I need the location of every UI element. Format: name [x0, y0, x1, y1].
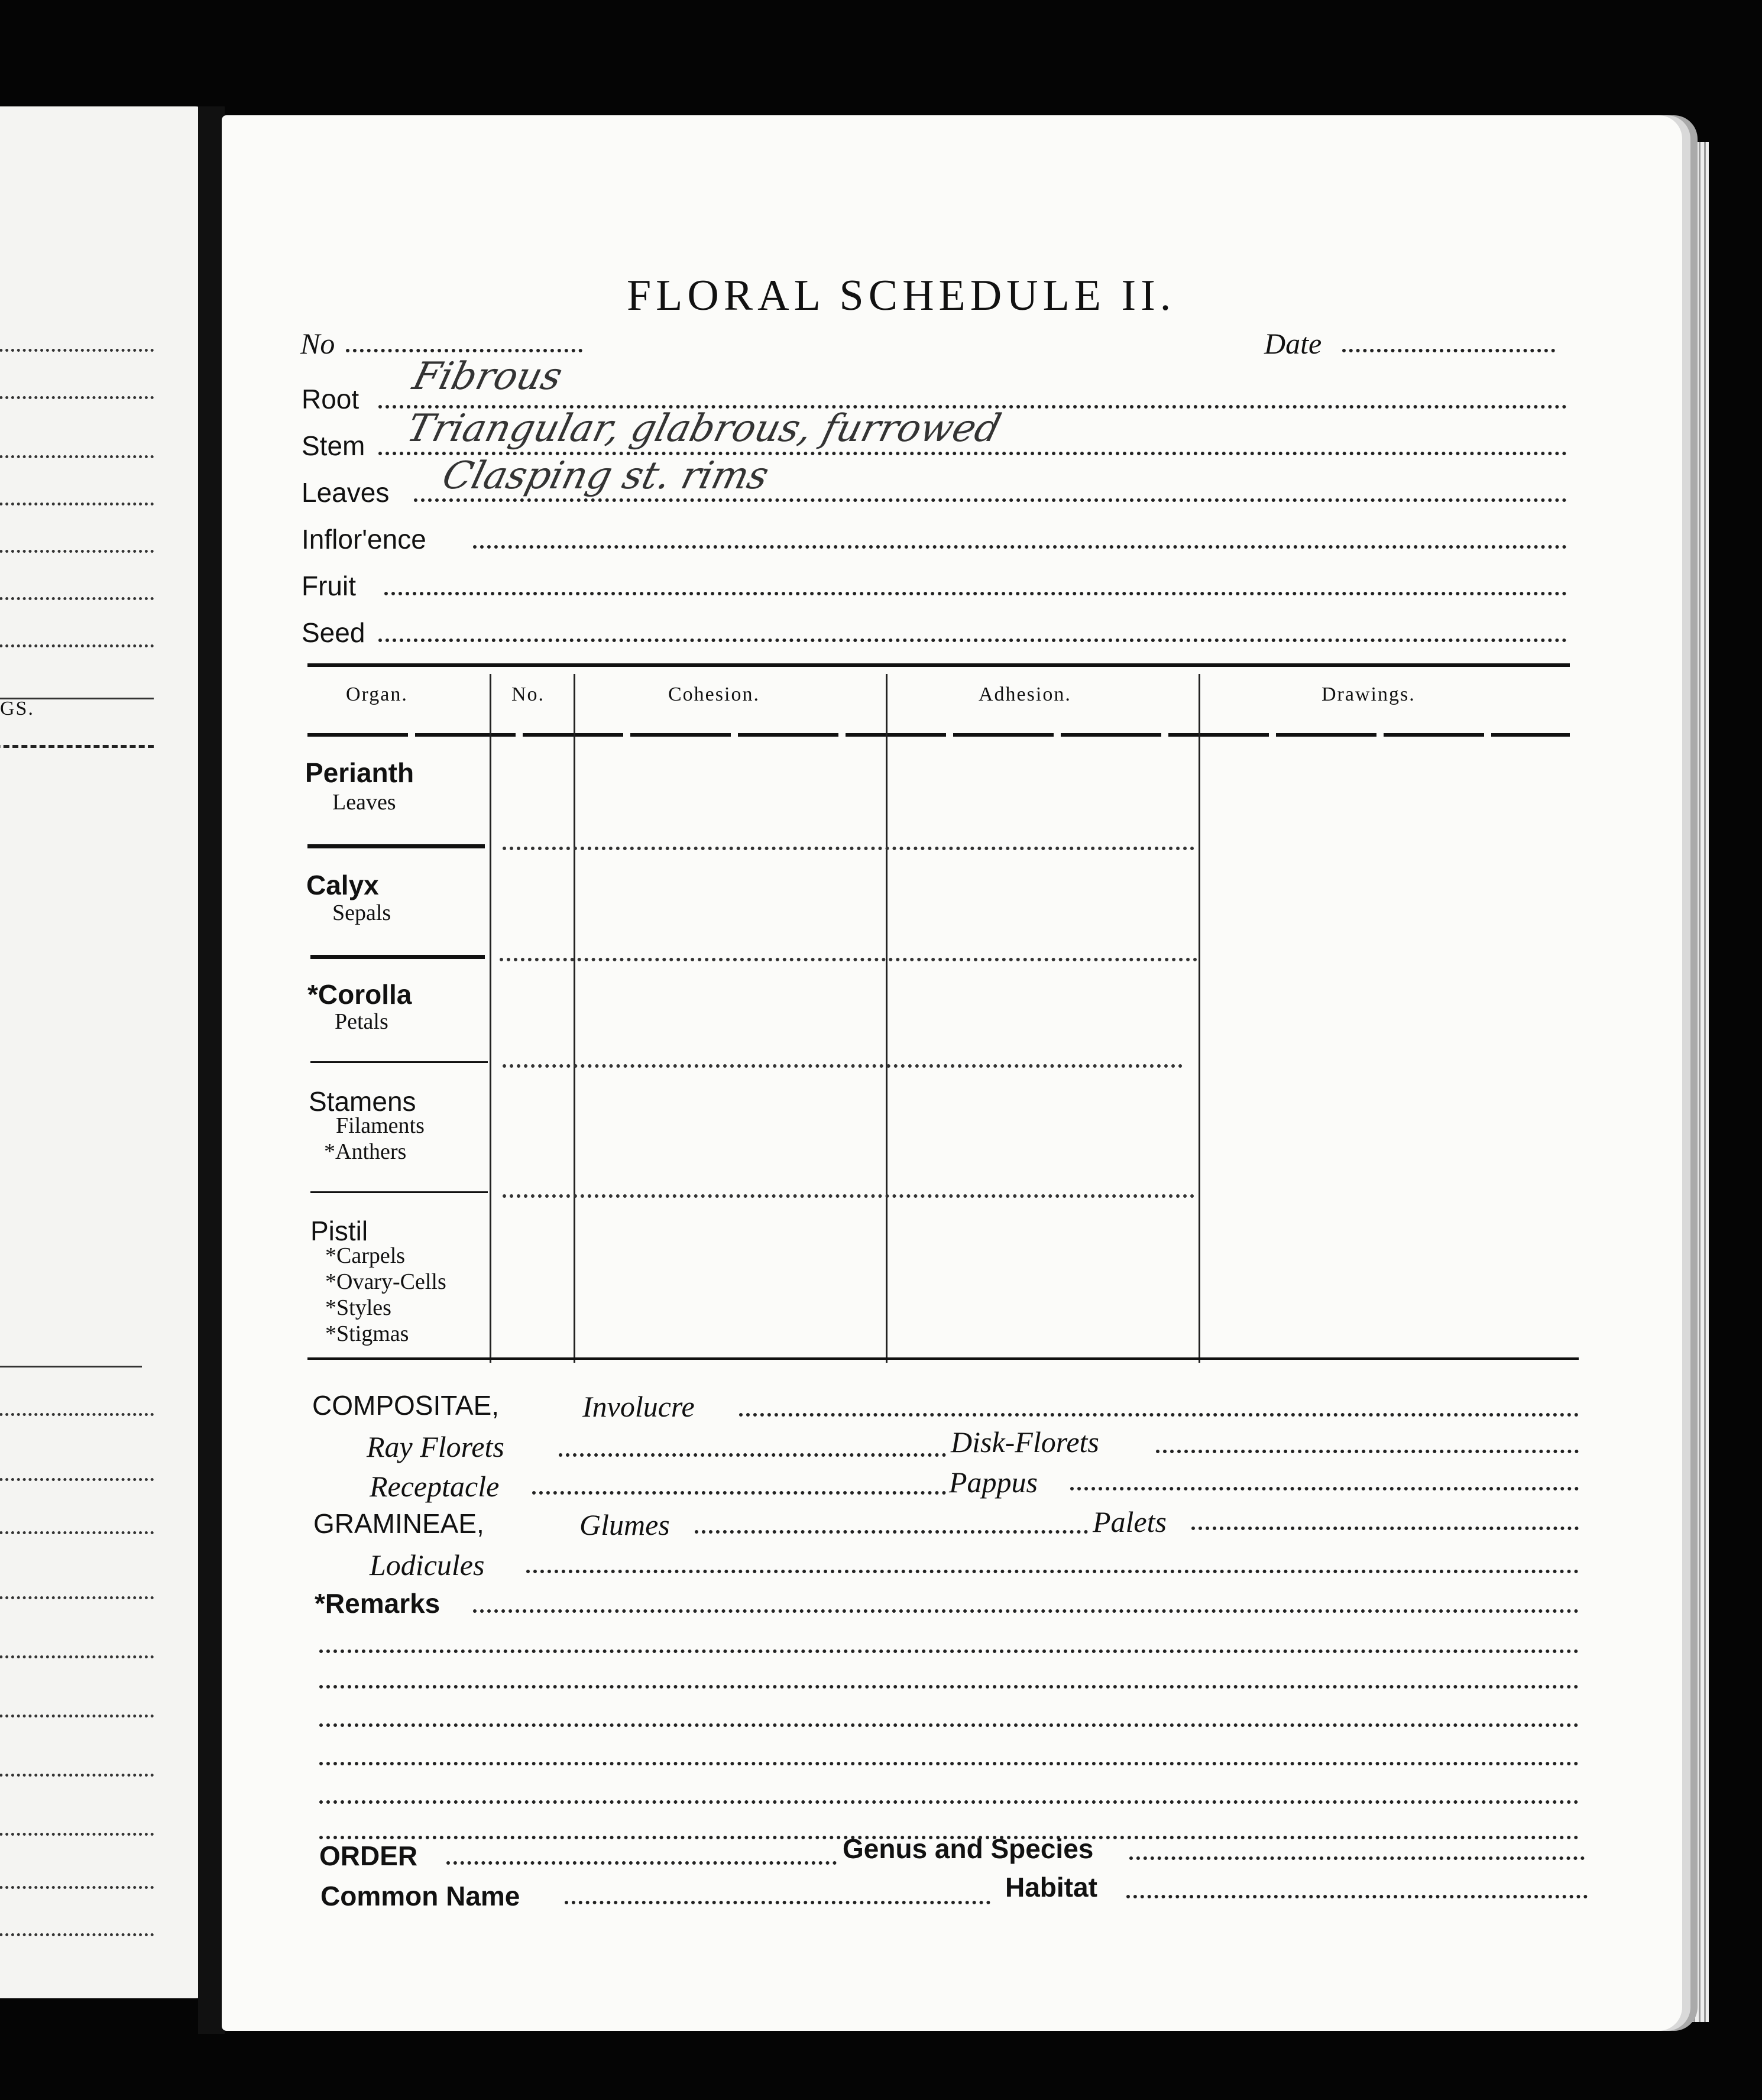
row-dots	[503, 847, 1194, 850]
part-carpels: *Carpels	[325, 1243, 406, 1268]
dotted-line	[0, 1774, 154, 1777]
th-adhesion: Adhesion.	[979, 683, 1071, 705]
no-field[interactable]	[346, 349, 582, 352]
table-bottom-rule	[307, 1357, 1579, 1360]
involucre-field[interactable]	[739, 1413, 1579, 1417]
th-organ: Organ.	[346, 683, 408, 705]
part-styles: *Styles	[325, 1295, 391, 1320]
inflorence-field[interactable]	[473, 545, 1567, 549]
stem-value: Triangular, glabrous, furrowed	[402, 407, 1006, 451]
part-petals: Petals	[335, 1009, 388, 1034]
date-field[interactable]	[1342, 349, 1555, 352]
organ-pistil: Pistil	[310, 1216, 368, 1246]
dotted-line	[0, 349, 154, 352]
col-divider	[1199, 674, 1200, 1363]
schedule-page	[222, 115, 1682, 2031]
book-binding	[198, 106, 225, 2034]
glumes-field[interactable]	[695, 1530, 1088, 1534]
remarks-line[interactable]	[473, 1609, 1579, 1613]
fruit-label: Fruit	[302, 571, 356, 601]
seed-label: Seed	[302, 617, 365, 648]
dotted-line	[0, 644, 154, 647]
common-name-label: Common Name	[320, 1881, 520, 1911]
inflorence-label: Inflor'ence	[302, 524, 426, 555]
part-filaments: Filaments	[336, 1113, 425, 1138]
remarks-line[interactable]	[319, 1685, 1579, 1689]
rule	[0, 1366, 142, 1367]
part-sepals: Sepals	[332, 900, 391, 925]
part-stigmas: *Stigmas	[325, 1321, 409, 1346]
dotted-line	[0, 1933, 154, 1936]
remarks-line[interactable]	[319, 1762, 1579, 1765]
palets-field[interactable]	[1191, 1527, 1579, 1530]
dotted-line	[0, 396, 154, 399]
order-field[interactable]	[446, 1861, 837, 1865]
pappus-field[interactable]	[1070, 1487, 1579, 1490]
disk-florets-field[interactable]	[1156, 1450, 1579, 1453]
facing-page	[0, 106, 213, 1998]
genus-species-label: Genus and Species	[843, 1833, 1094, 1864]
ray-florets-label: Ray Florets	[367, 1430, 504, 1463]
remarks-line[interactable]	[319, 1649, 1579, 1653]
disk-florets-label: Disk-Florets	[951, 1425, 1099, 1459]
dotted-line	[0, 455, 154, 458]
organ-corolla: *Corolla	[307, 979, 412, 1010]
part-leaves: Leaves	[332, 790, 396, 815]
page-title: FLORAL SCHEDULE II.	[627, 271, 1176, 320]
dotted-line	[0, 550, 154, 553]
row-rule	[310, 1061, 488, 1063]
order-label: ORDER	[319, 1840, 418, 1871]
genus-species-field[interactable]	[1129, 1856, 1585, 1860]
dotted-line	[0, 1715, 154, 1717]
part-anthers: *Anthers	[324, 1139, 407, 1164]
dotted-line	[0, 1596, 154, 1599]
th-drawings: Drawings.	[1322, 683, 1416, 705]
row-dots	[500, 958, 1197, 961]
root-label: Root	[302, 384, 359, 414]
organ-perianth: Perianth	[305, 757, 414, 788]
leaves-label: Leaves	[302, 477, 390, 508]
dotted-line	[0, 597, 154, 600]
leaves-field[interactable]	[414, 498, 1567, 502]
remarks-line[interactable]	[319, 1800, 1579, 1804]
habitat-field[interactable]	[1126, 1895, 1588, 1898]
dotted-line	[0, 1531, 154, 1534]
row-rule	[310, 1191, 488, 1193]
col-divider	[490, 674, 491, 1363]
dotted-line	[0, 1833, 154, 1836]
rule	[0, 745, 154, 748]
stem-label: Stem	[302, 430, 365, 461]
gramineae-label: GRAMINEAE,	[313, 1508, 484, 1539]
seed-field[interactable]	[378, 639, 1567, 642]
no-label: No	[300, 327, 335, 360]
receptacle-label: Receptacle	[370, 1470, 500, 1503]
col-divider	[886, 674, 888, 1363]
th-cohesion: Cohesion.	[668, 683, 760, 705]
pappus-label: Pappus	[949, 1466, 1038, 1499]
glumes-label: Glumes	[579, 1508, 670, 1541]
organ-calyx: Calyx	[306, 870, 379, 900]
compositae-label: COMPOSITAE,	[312, 1390, 500, 1421]
page-edges	[1679, 142, 1709, 2022]
dotted-line	[0, 1886, 154, 1889]
remarks-label: *Remarks	[315, 1588, 440, 1619]
lodicules-field[interactable]	[526, 1570, 1579, 1573]
remarks-line[interactable]	[319, 1723, 1579, 1727]
involucre-label: Involucre	[582, 1390, 695, 1423]
receptacle-field[interactable]	[532, 1491, 946, 1495]
row-dots	[503, 1194, 1194, 1198]
col-divider	[574, 674, 575, 1363]
facing-page-fragment: GS.	[0, 698, 34, 720]
th-no: No.	[511, 683, 545, 705]
row-rule	[307, 844, 485, 848]
dotted-line	[0, 1413, 154, 1416]
table-top-rule	[307, 663, 1570, 667]
part-ovary-cells: *Ovary-Cells	[325, 1269, 446, 1294]
row-rule	[310, 955, 485, 959]
organ-stamens: Stamens	[309, 1086, 416, 1117]
dotted-line	[0, 503, 154, 505]
leaves-value: Clasping st. rims	[438, 454, 773, 498]
root-value: Fibrous	[408, 355, 567, 398]
fruit-field[interactable]	[384, 592, 1567, 595]
habitat-label: Habitat	[1005, 1872, 1097, 1903]
dotted-line	[0, 1655, 154, 1658]
ray-florets-field[interactable]	[559, 1453, 946, 1457]
row-dots	[503, 1064, 1183, 1068]
date-label: Date	[1264, 327, 1322, 360]
lodicules-label: Lodicules	[370, 1548, 485, 1582]
common-name-field[interactable]	[565, 1901, 990, 1904]
palets-label: Palets	[1093, 1505, 1167, 1538]
dotted-line	[0, 1478, 154, 1481]
header-rule	[307, 733, 1570, 737]
